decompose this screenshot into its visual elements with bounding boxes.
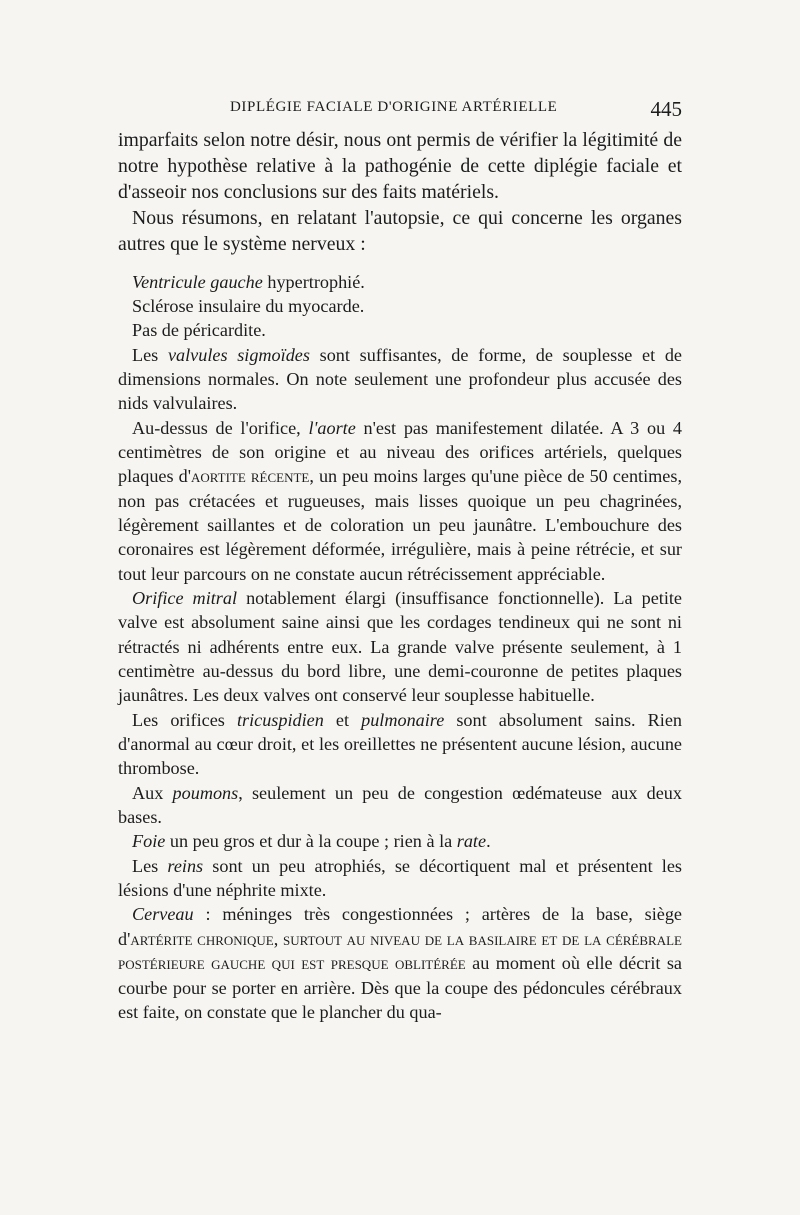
text-run: Pas de péricardite. — [132, 320, 266, 341]
italic-term: Foie — [132, 831, 166, 852]
italic-term: Ventricule gauche — [132, 271, 263, 292]
paragraph — [118, 854, 682, 903]
text-run: Nous résumons, en relatant l'autopsie, ce qui concerne les organes autres que le système nerveux : — [118, 206, 682, 255]
italic-term: tricuspidien — [236, 709, 324, 730]
text-run: Sclérose insulaire du myocarde. — [132, 295, 365, 316]
text-run: , seulement un peu de congestion œdémateuse aux deux bases. — [118, 782, 682, 828]
paragraph — [118, 781, 682, 830]
italic-term: Cerveau — [132, 904, 194, 925]
text-run: Les — [132, 344, 168, 365]
paragraph — [118, 343, 682, 416]
italic-term: reins — [167, 855, 204, 876]
italic-term: Orifice mitral — [132, 588, 238, 608]
text-run: un peu gros et dur à la coupe ; rien à la — [165, 831, 457, 852]
text-run: : méninges très congestionnées ; artères de la base, siège d' — [118, 904, 682, 949]
text-run: sont absolument sains. Rien d'anormal au cœur droit, et les oreillettes ne présentent aucune lésion, aucune thrombose. — [118, 709, 682, 779]
text-run: , un peu moins larges qu'une pièce de 50 centimes, non pas crétacées et rugueuses, mais lisses quoique un peu chagrinées, légèrement saillantes et de coloration un peu jaunâtre. L'embouchure des coronaires est légèrement déformée, irrégulière, mais à peine rétrécie, et sur tout leur parcours on ne constate aucun rétrécissement appréciable. — [118, 466, 682, 584]
italic-term: rate — [456, 831, 487, 852]
text-run: sont suffisantes, de forme, de souplesse et de dimensions normales. On note seulement une profondeur plus accusée des nids valvulaires. — [118, 344, 682, 414]
text-run: . — [486, 831, 491, 852]
paragraph — [118, 128, 682, 206]
paragraph — [118, 206, 682, 258]
paragraph — [118, 829, 682, 853]
text-run: hypertrophié. — [262, 271, 365, 292]
page-header — [118, 97, 682, 121]
page-number: 445 — [650, 97, 682, 121]
text-run: au moment où elle décrit sa courbe pour se porter en arrière. Dès que la coupe des pédoncules cérébraux est faite, on constate que le plancher du qua- — [118, 953, 683, 1022]
text-run: notablement élargi (insuffisance fonctionnelle). La petite valve est absolument saine ainsi que les cordages tendineux qui ne sont ni rétractés ni adhérents entre eux. La grande valve présente seulement, à 1 centimètre au-dessus du bord libre, une demi-couronne de petites plaques jaunâtres. Les deux valves ont conservé leur souplesse habituelle. — [118, 588, 682, 706]
italic-term: l'aorte — [308, 417, 356, 438]
paragraph — [118, 270, 682, 294]
small-caps-term: aortite récente — [190, 466, 310, 487]
text-run: et — [323, 709, 362, 730]
text-run: n'est pas manifestement dilatée. A 3 ou 4 centimètres de son origine et au niveau des orifices artériels, quelques plaques d' — [118, 417, 682, 487]
paragraph — [118, 294, 682, 318]
text-run: Au-dessus de l'orifice, — [132, 417, 309, 438]
paragraph — [118, 416, 682, 586]
paragraph — [118, 586, 682, 708]
running-head: DIPLÉGIE FACIALE D'ORIGINE ARTÉRIELLE — [230, 99, 558, 115]
text-run: Les orifices — [132, 709, 237, 730]
text-run: Aux — [132, 782, 173, 803]
text-run: Les — [132, 855, 168, 876]
text-run: imparfaits selon notre désir, nous ont permis de vérifier la légitimité de notre hypothèse relative à la pathogénie de cette diplégie faciale et d'asseoir nos conclusions sur des faits matériels. — [118, 129, 682, 203]
italic-term: valvules sigmoïdes — [167, 344, 310, 365]
body-text — [118, 128, 682, 1024]
italic-term: poumons — [172, 782, 239, 803]
paragraph — [118, 708, 682, 781]
italic-term: pulmonaire — [361, 709, 445, 730]
small-caps-term: artérite chronique, surtout au niveau de la basilaire et de la cérébrale postérieure gauche qui est presque oblitérée — [118, 928, 682, 974]
text-run: sont un peu atrophiés, se décortiquent mal et présentent les lésions d'une néphrite mixte. — [118, 855, 683, 901]
paragraph — [118, 902, 682, 1024]
paragraph — [118, 318, 682, 342]
